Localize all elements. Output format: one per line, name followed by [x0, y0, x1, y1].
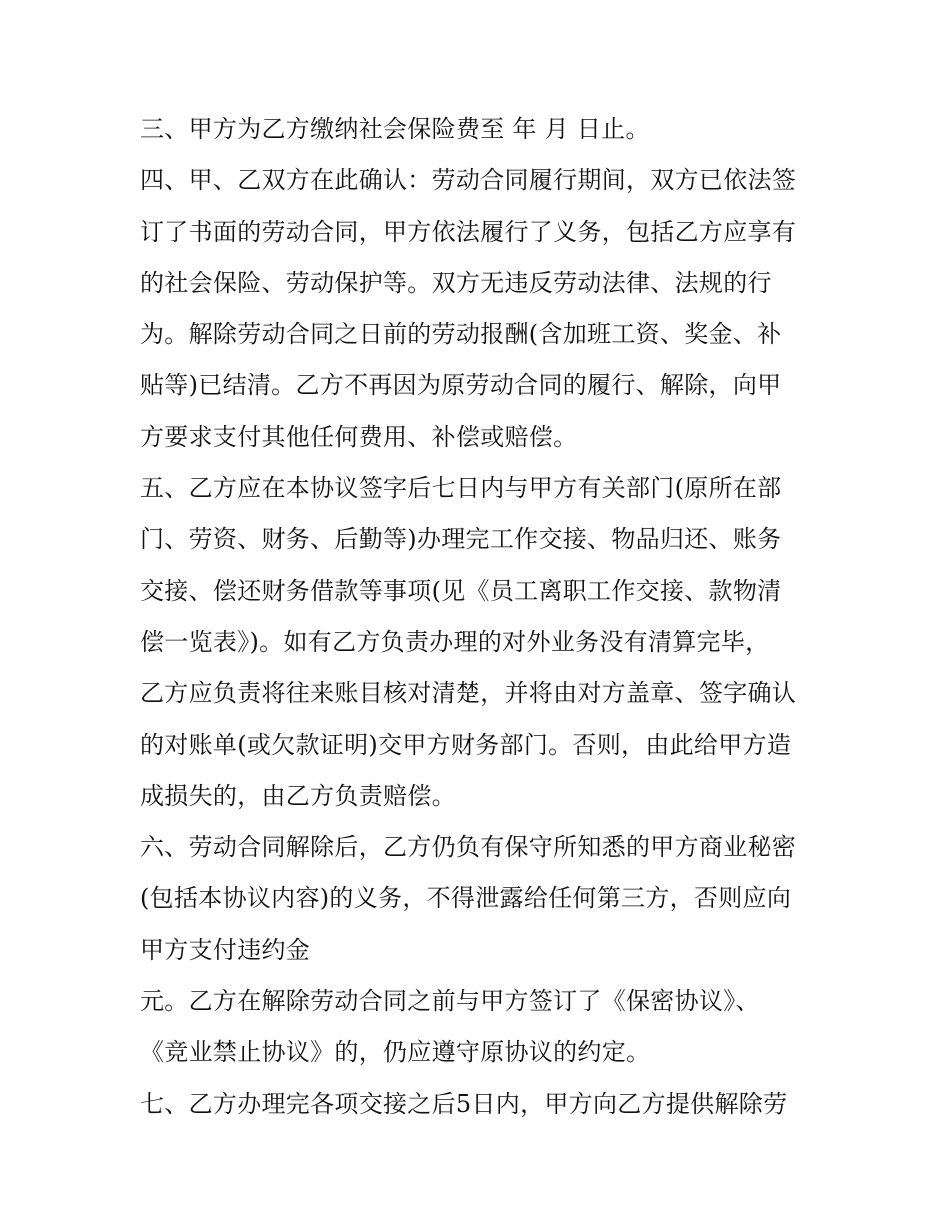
text-line: 贴等)已结清。乙方不再因为原劳动合同的履行、解除，向甲: [140, 371, 782, 400]
text-line: 的对账单(或欠款证明)交甲方财务部门。否则，由此给甲方造: [140, 730, 792, 759]
text-line: 订了书面的劳动合同，甲方依法履行了义务，包括乙方应享有: [140, 217, 797, 246]
text-line: 七、乙方办理完各项交接之后5日内，甲方向乙方提供解除劳: [140, 1089, 788, 1118]
text-line: 的社会保险、劳动保护等。双方无违反劳动法律、法规的行: [140, 268, 772, 297]
text-line: 甲方支付违约金: [140, 935, 311, 964]
text-line: 《竞业禁止协议》的，仍应遵守原协议的约定。: [140, 1038, 651, 1067]
text-line: 元。乙方在解除劳动合同之前与甲方签订了《保密协议》、: [140, 987, 760, 1016]
text-line: 门、劳资、财务、后勤等)办理完工作交接、物品归还、账务: [140, 525, 782, 554]
text-line: 四、甲、乙双方在此确认：劳动合同履行期间，双方已依法签: [140, 166, 797, 195]
text-line: 为。解除劳动合同之日前的劳动报酬(含加班工资、奖金、补: [140, 320, 782, 349]
document-body: [140, 104, 820, 1130]
text-line: 五、乙方应在本协议签字后七日内与甲方有关部门(原所在部: [140, 474, 782, 503]
text-line: 方要求支付其他任何费用、补偿或赔偿。: [140, 422, 578, 451]
text-line: 交接、偿还财务借款等事项(见《员工离职工作交接、款物清: [140, 576, 782, 605]
text-line: (包括本协议内容)的义务，不得泄露给任何第三方，否则应向: [140, 884, 792, 913]
text-line: 乙方应负责将往来账目核对清楚，并将由对方盖章、签字确认: [140, 679, 797, 708]
text-line: 三、甲方为乙方缴纳社会保险费至 年 月 日止。: [140, 115, 650, 143]
text-line: 成损失的，由乙方负责赔偿。: [140, 781, 456, 810]
text-line: 六、劳动合同解除后，乙方仍负有保守所知悉的甲方商业秘密: [140, 833, 797, 862]
text-line: 偿一览表》)。如有乙方负责办理的对外业务没有清算完毕，: [140, 627, 770, 656]
